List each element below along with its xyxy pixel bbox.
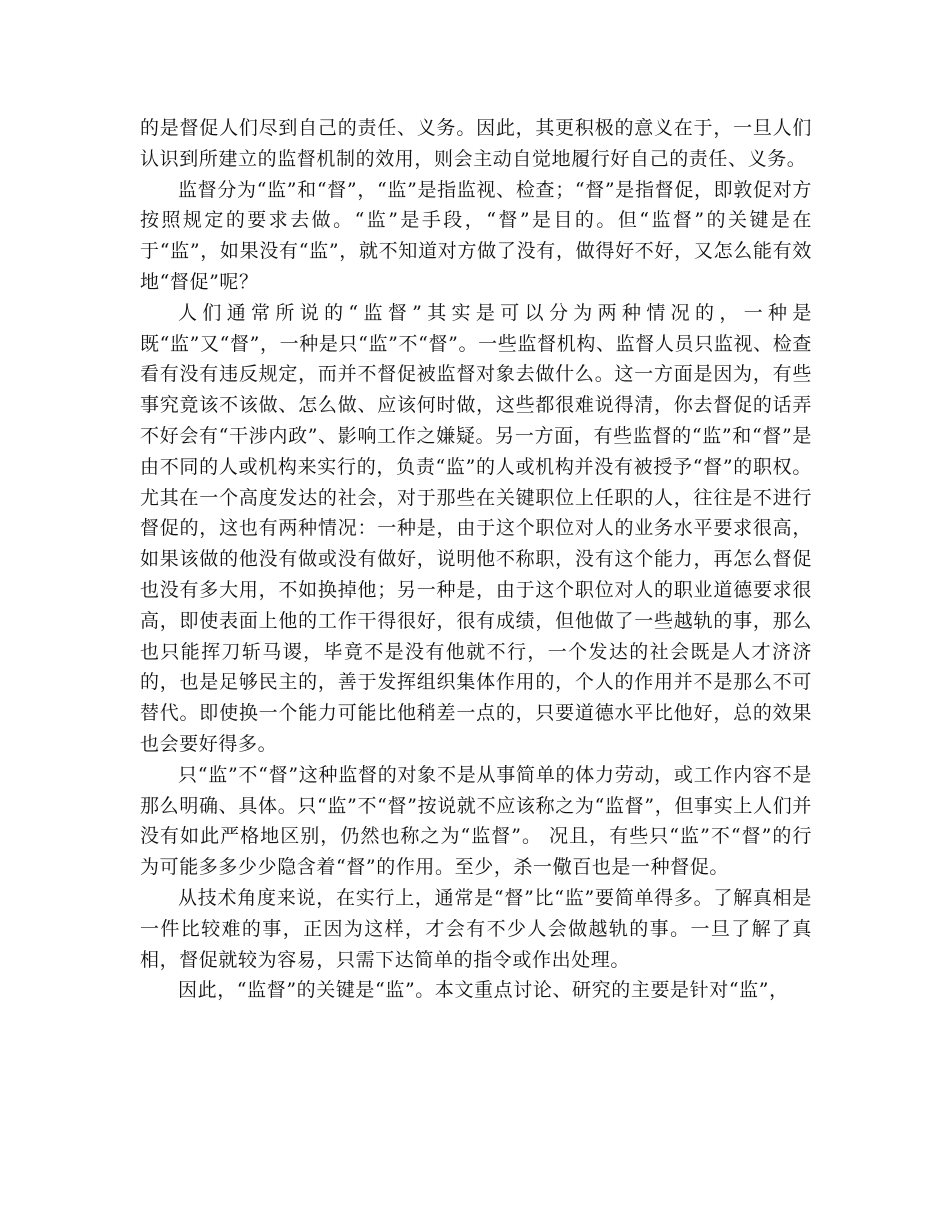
paragraph-5: 从技术角度来说，在实行上，通常是“督”比“监”要简单得多。了解真相是一件比较难的事，正因为这样，才会有不少人会做越轨的事。一旦了解了真相，督促就较为容易，只需下达简单的指令或作出处理。	[140, 886, 812, 971]
paragraph-2: 监督分为“监”和“督”，“监”是指监视、检查；“督”是指督促，即敦促对方按照规定的要求去做。“监”是手段，“督”是目的。但“监督”的关键是在于“监”，如果没有“监”，就不知道对方做了没有，做得好不好，又怎么能有效地“督促”呢？	[140, 178, 812, 293]
document-body	[140, 113, 812, 1006]
paragraph-1: 的是督促人们尽到自己的责任、义务。因此，其更积极的意义在于，一旦人们认识到所建立的监督机制的效用，则会主动自觉地履行好自己的责任、义务。	[140, 117, 812, 170]
paragraph-4: 只“监”不“督”这种监督的对象不是从事简单的体力劳动，或工作内容不是那么明确、具体。只“监”不“督”按说就不应该称之为“监督”，但事实上人们并没有如此严格地区别，仍然也称之为“监督”。 况且，有些只“监”不“督”的行为可能多多少少隐含着“督”的作用。至少，杀一儆百也是一种督促。	[140, 763, 812, 879]
paragraph-6: 因此，“监督”的关键是“监”。本文重点讨论、研究的主要是针对“监”，	[178, 979, 789, 1002]
paragraph-3: 人们通常所说的“监督”其实是可以分为两种情况的，一种是既“监”又“督”，一种是只“监”不“督”。一些监督机构、监督人员只监视、检查看有没有违反规定，而并不督促被监督对象去做什么。这一方面是因为，有些事究竟该不该做、怎么做、应该何时做，这些都很难说得清，你去督促的话弄不好会有“干涉内政”、影响工作之嫌疑。另一方面，有些监督的“监”和“督”是由不同的人或机构来实行的，负责“监”的人或机构并没有被授予“督”的职权。尤其在一个高度发达的社会，对于那些在关键职位上任职的人，往往是不进行督促的，这也有两种情况：一种是，由于这个职位对人的业务水平要求很高，如果该做的他没有做或没有做好，说明他不称职，没有这个能力，再怎么督促也没有多大用，不如换掉他；另一种是，由于这个职位对人的职业道德要求很高，即使表面上他的工作干得很好，很有成绩，但他做了一些越轨的事，那么也只能挥刀斩马谡，毕竟不是没有他就不行，一个发达的社会既是人才济济的，也是足够民主的，善于发挥组织集体作用的，个人的作用并不是那么不可替代。即使换一个能力可能比他稍差一点的，只要道德水平比他好，总的效果也会要好得多。	[140, 301, 812, 755]
